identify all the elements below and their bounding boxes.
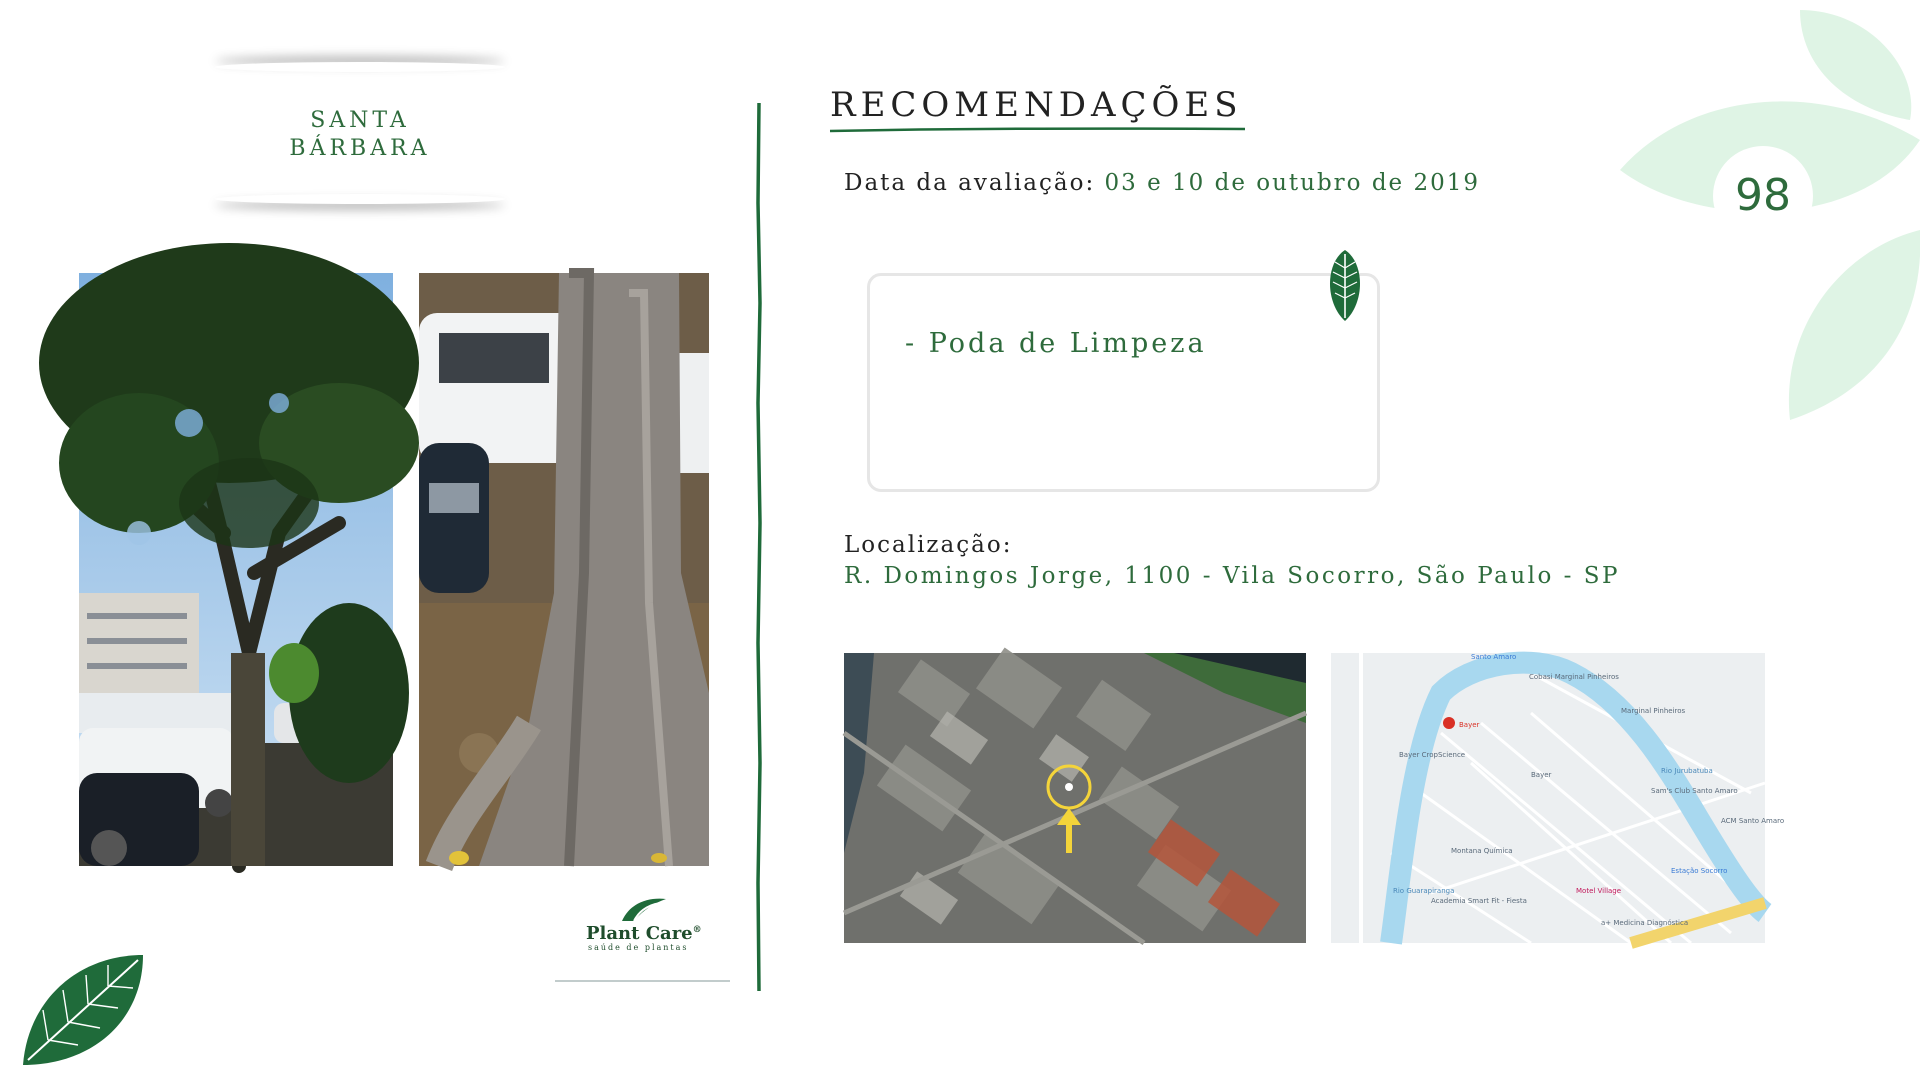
logo-underline xyxy=(555,980,730,982)
tree-canopy-photo xyxy=(79,273,393,866)
plant-care-logo xyxy=(580,895,705,955)
road-map xyxy=(1331,653,1785,943)
leaf-logo-icon xyxy=(620,895,668,923)
map-label-sams: Sam's Club Santo Amaro xyxy=(1651,787,1738,795)
map-label-academia: Academia Smart Fit - Fiesta xyxy=(1431,897,1527,905)
map-label-acm: ACM Santo Amaro xyxy=(1721,817,1785,825)
map-label-bayer: Bayer xyxy=(1531,771,1552,779)
species-name-line1: SANTA xyxy=(310,108,410,133)
logo-name: Plant Care xyxy=(586,923,693,944)
location-address: R. Domingos Jorge, 1100 - Vila Socorro, São Paulo - SP xyxy=(844,563,1620,589)
logo-registered: ® xyxy=(692,925,702,935)
map-label-estacao: Estação Socorro xyxy=(1671,867,1728,875)
species-name-line2: BÁRBARA xyxy=(289,136,431,161)
logo-tagline: saúde de plantas xyxy=(588,943,689,952)
recommendations-box xyxy=(867,273,1380,492)
page-number: 98 xyxy=(1713,146,1813,246)
map-label-bayer-crop: Bayer CropScience xyxy=(1399,751,1466,759)
evaluation-date-label: Data da avaliação: xyxy=(844,170,1096,196)
satellite-map xyxy=(844,653,1306,943)
map-label-rio: Rio Jurubatuba xyxy=(1661,767,1713,775)
location-label: Localização: xyxy=(844,532,1013,558)
map-label-cobasi: Cobasi Marginal Pinheiros xyxy=(1529,673,1619,681)
map-label-medicina: a+ Medicina Diagnóstica xyxy=(1601,919,1689,927)
map-label-guarapiranga: Rio Guarapiranga xyxy=(1393,887,1455,895)
map-label-santo-amaro: Santo Amaro xyxy=(1471,653,1517,661)
map-label-montana: Montana Química xyxy=(1451,847,1513,855)
map-label-marginal: Marginal Pinheiros xyxy=(1621,707,1686,715)
tree-trunk-photo xyxy=(419,273,709,866)
map-label-motel: Motel Village xyxy=(1576,887,1622,895)
decorative-leaf-icon xyxy=(18,950,148,1070)
map-label-bayer-pin: Bayer xyxy=(1459,721,1480,729)
leaf-icon xyxy=(1325,248,1365,323)
species-title-card xyxy=(205,62,515,204)
vertical-divider xyxy=(756,103,762,991)
evaluation-date-value: 03 e 10 de outubro de 2019 xyxy=(1104,170,1481,196)
recommendation-item: - Poda de Limpeza xyxy=(905,328,1207,359)
evaluation-date xyxy=(844,170,1480,196)
page-heading: RECOMENDAÇÕES xyxy=(830,85,1243,125)
heading-underline xyxy=(830,127,1245,133)
